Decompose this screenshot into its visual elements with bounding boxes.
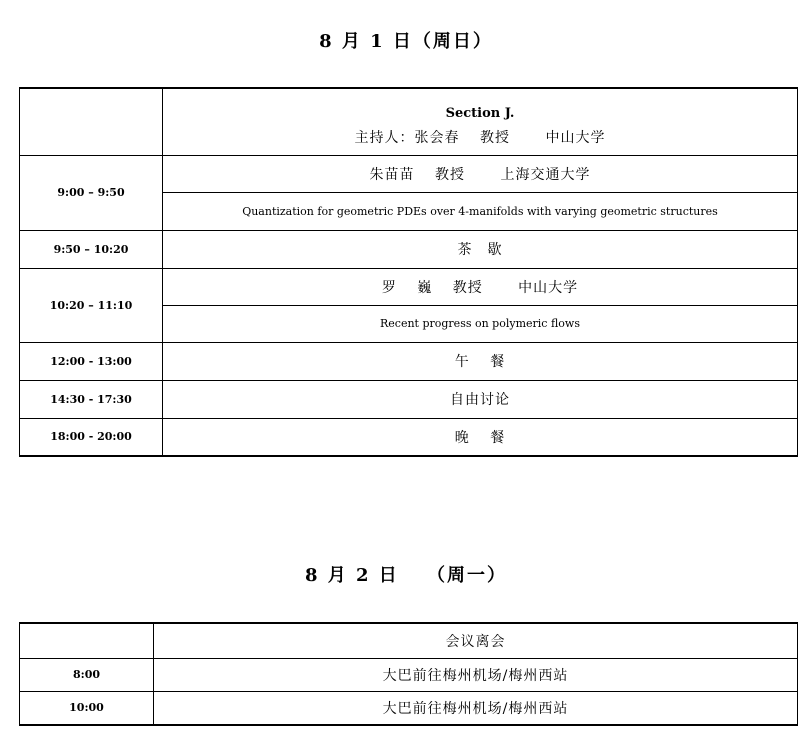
event-cell: 晚 餐 [163, 418, 798, 456]
day2-title: 8 月 2 日 （周一） [304, 565, 508, 586]
section-host: 主持人：张会春 教授 中山大学 [354, 129, 606, 146]
time-cell: 10:00 [20, 691, 154, 725]
time-cell: 14:30 - 17:30 [20, 380, 163, 418]
day1-title: 8 月 1 日（周日） [319, 31, 493, 52]
section-header-row [20, 88, 798, 155]
table-row [20, 418, 798, 456]
time-cell: 9:50 – 10:20 [20, 230, 163, 268]
table-row [20, 380, 798, 418]
table-row [20, 230, 798, 268]
departure-header-cell: 会议离会 [154, 623, 798, 658]
day2-schedule-table [19, 622, 798, 726]
event-cell: 自由讨论 [163, 380, 798, 418]
talk-title-cell: Quantization for geometric PDEs over 4-manifolds with varying geometric structures [163, 192, 798, 230]
time-cell: 8:00 [20, 658, 154, 691]
table-row [20, 691, 798, 725]
empty-header-cell [20, 88, 163, 155]
speaker-cell: 罗 巍 教授 中山大学 [163, 268, 798, 305]
table-row [20, 268, 798, 305]
table-row [20, 658, 798, 691]
empty-header-cell [20, 623, 154, 658]
time-cell: 12:00 - 13:00 [20, 342, 163, 380]
section-name: Section J. [445, 105, 515, 121]
event-cell: 大巴前往梅州机场/梅州西站 [154, 658, 798, 691]
speaker-cell: 朱苗苗 教授 上海交通大学 [163, 155, 798, 192]
table-row [20, 342, 798, 380]
time-cell: 10:20 – 11:10 [20, 268, 163, 342]
talk-title-cell: Recent progress on polymeric flows [163, 305, 798, 342]
time-cell: 9:00 – 9:50 [20, 155, 163, 230]
day1-schedule-table [19, 87, 798, 457]
time-cell: 18:00 - 20:00 [20, 418, 163, 456]
table-row [20, 155, 798, 192]
event-cell: 午 餐 [163, 342, 798, 380]
table-row [20, 623, 798, 658]
event-cell: 茶 歇 [163, 230, 798, 268]
section-header-cell [163, 88, 798, 155]
event-cell: 大巴前往梅州机场/梅州西站 [154, 691, 798, 725]
